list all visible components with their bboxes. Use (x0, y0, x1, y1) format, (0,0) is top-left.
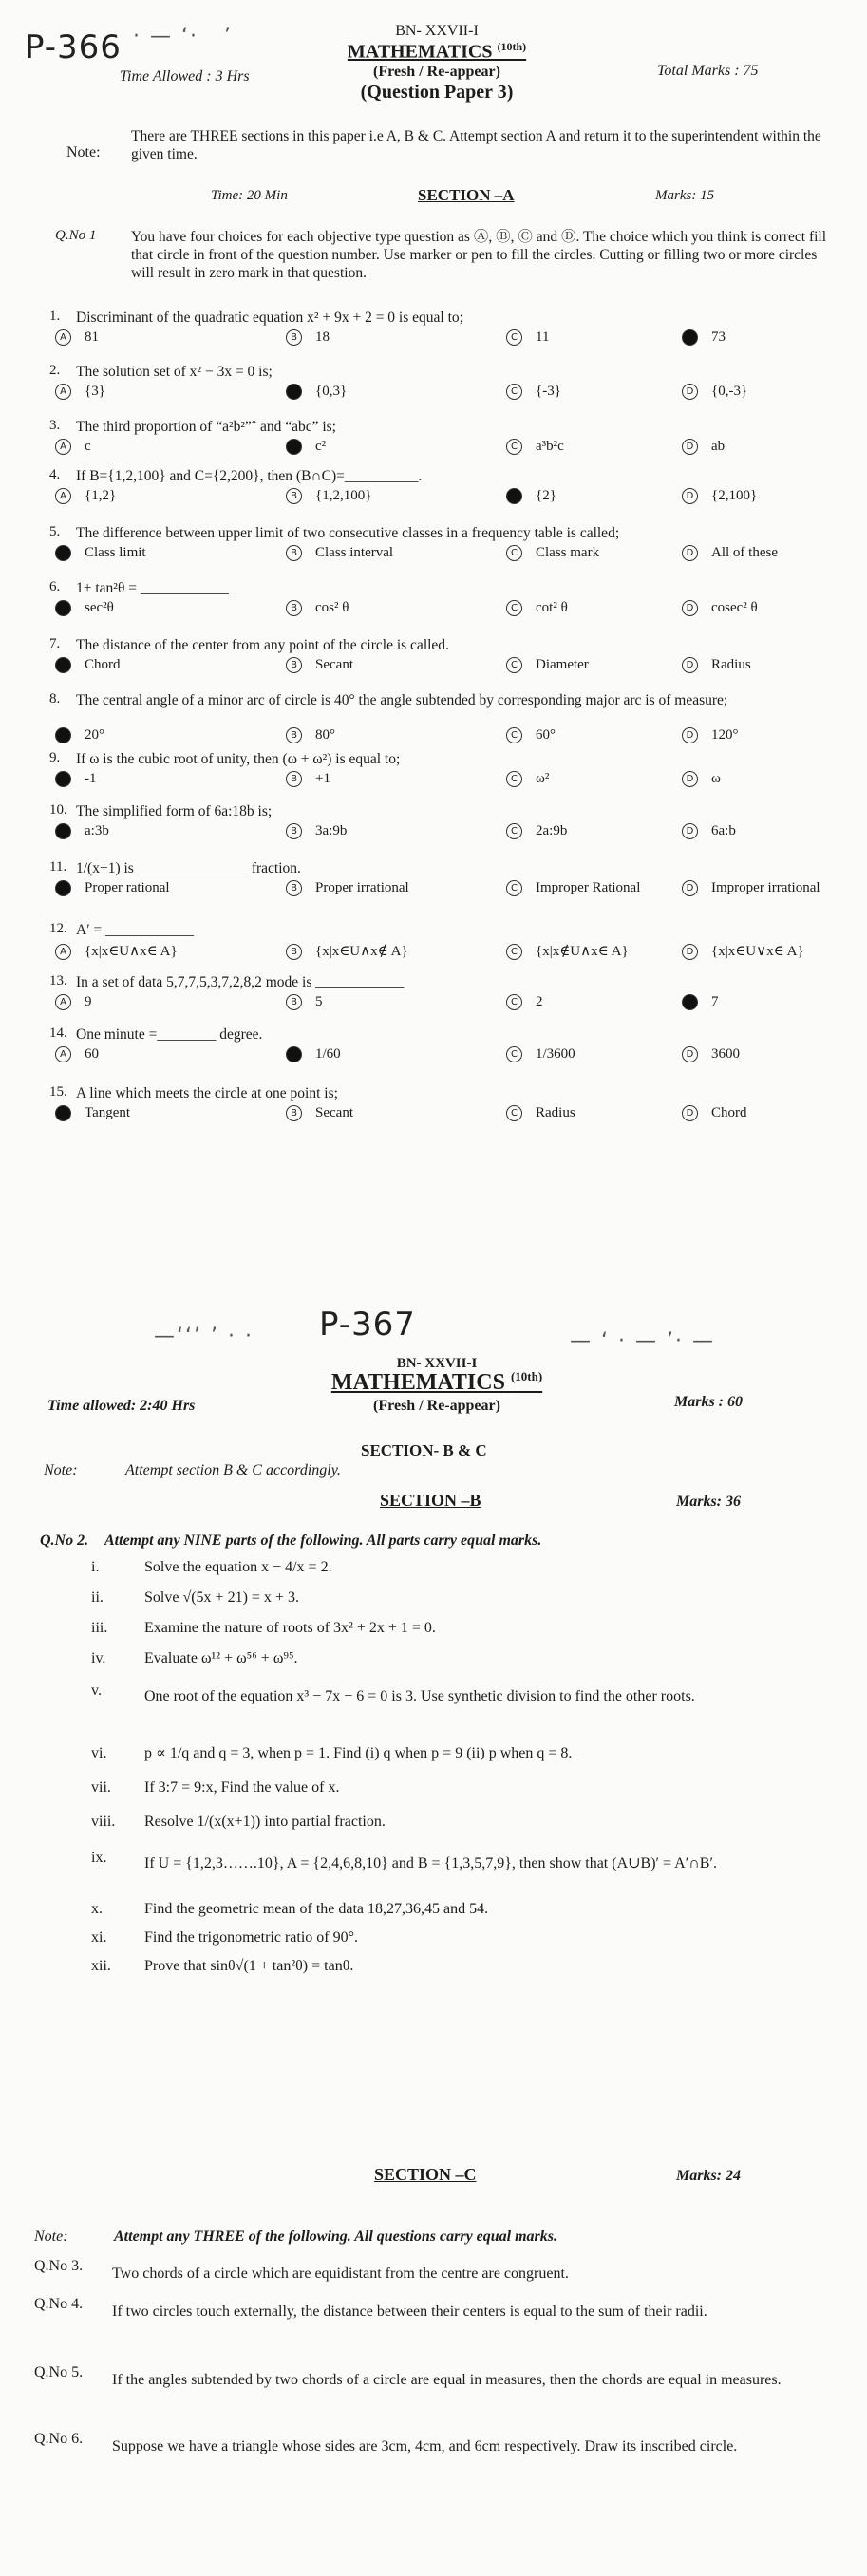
mcq-text: The third proportion of “a²b²”ˆ and “abc” is; (76, 419, 336, 435)
answer-bubble-icon[interactable]: C (506, 823, 522, 839)
mcq-option-text: 60° (536, 727, 556, 743)
mcq-option-text: Secant (315, 657, 353, 672)
section-a-marks: Marks: 15 (655, 188, 715, 203)
answer-bubble-icon[interactable]: A (55, 994, 71, 1010)
mcq-option-text: 60 (85, 1046, 99, 1062)
part-text: Examine the nature of roots of 3x² + 2x + 1 = 0. (144, 1620, 436, 1636)
paper2-time: Time allowed: 2:40 Hrs (47, 1398, 196, 1414)
paper2-marks: Marks : 60 (674, 1394, 744, 1410)
mcq-option-text: 73 (711, 329, 726, 345)
mcq-option-text: Diameter (536, 657, 589, 672)
mcq-option-text: All of these (711, 545, 778, 560)
paper-subtitle: (Fresh / Re-appear) (373, 64, 500, 80)
mcq-option-text: cosec² θ (711, 600, 758, 615)
mcq-option-text: ω (711, 771, 721, 786)
mcq-option-text: -1 (85, 771, 97, 786)
handwritten-paper-code: P-366 (25, 28, 122, 66)
answer-bubble-icon[interactable]: D (682, 880, 698, 896)
section-c-note-text: Attempt any THREE of the following. All questions carry equal marks. (114, 2228, 558, 2245)
paper2-title-text: MATHEMATICS (330, 1370, 505, 1395)
answer-bubble-icon[interactable]: A (55, 439, 71, 455)
mcq-option-text: 7 (711, 994, 719, 1009)
mcq-option-text: 3600 (711, 1046, 740, 1062)
answer-bubble-icon[interactable]: B (286, 329, 302, 346)
mcq-text: The difference between upper limit of two consecutive classes in a frequency table is called; (76, 525, 620, 541)
part-number: vi. (91, 1745, 107, 1761)
mcq-option-text: {-3} (536, 384, 561, 399)
answer-bubble-icon[interactable]: B (286, 545, 302, 561)
section-c-note-label: Note: (34, 2228, 68, 2245)
filled-bubble-icon[interactable]: D (682, 994, 698, 1010)
mcq-option-text: c² (315, 439, 327, 454)
mcq-number: 1. (49, 309, 61, 324)
answer-bubble-icon[interactable]: C (506, 384, 522, 400)
mcq-option-text: 18 (315, 329, 330, 345)
mcq-text: The solution set of x² − 3x = 0 is; (76, 364, 273, 380)
mcq-option-text: c (85, 439, 91, 454)
part-text: p ∝ 1/q and q = 3, when p = 1. Find (i) q when p = 9 (ii) p when q = 8. (144, 1745, 573, 1761)
filled-bubble-icon[interactable]: B (286, 384, 302, 400)
mcq-option-text: {3} (85, 384, 105, 399)
time-allowed: Time Allowed : 3 Hrs (120, 68, 250, 85)
q1-instructions: You have four choices for each objective type question as Ⓐ, Ⓑ, Ⓒ and Ⓓ. The choice which you think is correct fill that circle in front of the question number. Use marker or pen to fill the circles. Cutting or filling two or more circles will result in zero mark in that question. (131, 229, 827, 281)
mcq-option-text: {2,100} (711, 488, 758, 503)
mcq-option-text: 1/60 (315, 1046, 341, 1062)
answer-bubble-icon[interactable]: D (682, 439, 698, 455)
mcq-number: 7. (49, 636, 61, 651)
mcq-number: 5. (49, 524, 61, 539)
section-c-heading: SECTION –C (374, 2165, 477, 2184)
long-question-number: Q.No 3. (34, 2258, 84, 2274)
part-text: If 3:7 = 9:x, Find the value of x. (144, 1779, 340, 1796)
filled-bubble-icon[interactable]: A (55, 771, 71, 787)
part-number: v. (91, 1683, 102, 1699)
part-text: If U = {1,2,3…….10}, A = {2,4,6,8,10} and B = {1,3,5,7,9}, then show that (A∪B)′ = A′∩B′. (144, 1855, 717, 1871)
part-number: ix. (91, 1850, 107, 1866)
answer-bubble-icon[interactable]: D (682, 488, 698, 504)
answer-bubble-icon[interactable]: A (55, 488, 71, 504)
answer-bubble-icon[interactable]: D (682, 944, 698, 960)
mcq-option-text: Radius (711, 657, 751, 672)
mcq-option-text: 3a:9b (315, 823, 348, 838)
q2-label: Q.No 2. (40, 1532, 89, 1549)
paper2-note-text: Attempt section B & C accordingly. (125, 1462, 341, 1478)
mcq-number: 4. (49, 467, 61, 482)
mcq-option-text: {0,3} (315, 384, 348, 399)
part-number: viii. (91, 1814, 116, 1830)
mcq-option-text: Class limit (85, 545, 146, 560)
answer-bubble-icon[interactable]: A (55, 944, 71, 960)
answer-bubble-icon[interactable]: B (286, 880, 302, 896)
note-label: Note: (66, 144, 101, 160)
answer-bubble-icon[interactable]: C (506, 944, 522, 960)
mcq-option-text: 5 (315, 994, 323, 1009)
mcq-option-text: {x|x∈U∧x∉ A} (315, 944, 408, 959)
mcq-text: If B={1,2,100} and C={2,200}, then (B∩C)=__________. (76, 468, 423, 484)
header-scribble: · — ‘· ’ (133, 25, 233, 48)
answer-bubble-icon[interactable]: B (286, 823, 302, 839)
mcq-option-text: {x|x∉U∧x∈ A} (536, 944, 629, 959)
mcq-option-text: Improper irrational (711, 880, 820, 895)
part-number: ii. (91, 1589, 104, 1606)
part-text: Find the geometric mean of the data 18,27,36,45 and 54. (144, 1901, 489, 1917)
long-question-text: Suppose we have a triangle whose sides are 3cm, 4cm, and 6cm respectively. Draw its inscribed circle. (112, 2438, 738, 2454)
mcq-option-text: {x|x∈U∧x∈ A} (85, 944, 178, 959)
mcq-number: 6. (49, 579, 61, 594)
answer-bubble-icon[interactable]: C (506, 657, 522, 673)
answer-bubble-icon[interactable]: B (286, 657, 302, 673)
answer-bubble-icon[interactable]: D (682, 1105, 698, 1121)
paper2-note-label: Note: (44, 1462, 78, 1478)
part-number: iv. (91, 1650, 106, 1666)
mcq-option-text: Class interval (315, 545, 394, 560)
answer-bubble-icon[interactable]: D (682, 727, 698, 743)
part-number: vii. (91, 1779, 111, 1796)
long-question-text: Two chords of a circle which are equidistant from the centre are congruent. (112, 2266, 569, 2282)
mcq-option-text: +1 (315, 771, 330, 786)
question-paper-label: (Question Paper 3) (360, 82, 514, 103)
part-number: x. (91, 1901, 103, 1917)
answer-bubble-icon[interactable]: D (682, 771, 698, 787)
handwritten-paper-code-2: P-367 (319, 1306, 416, 1344)
mcq-option-text: 120° (711, 727, 739, 743)
mcq-option-text: ab (711, 439, 726, 454)
mcq-option-text: a:3b (85, 823, 109, 838)
answer-bubble-icon[interactable]: D (682, 384, 698, 400)
mcq-option-text: Tangent (85, 1105, 131, 1120)
answer-bubble-icon[interactable]: D (682, 600, 698, 616)
mcq-option-text: 1/3600 (536, 1046, 575, 1062)
mcq-option-text: ω² (536, 771, 550, 786)
handwritten-scribble-left: —‘‘’ ’ · · (154, 1325, 254, 1348)
part-text: Solve √(5x + 21) = x + 3. (144, 1589, 299, 1606)
answer-bubble-icon[interactable]: C (506, 880, 522, 896)
long-question-text: If two circles touch externally, the distance between their centers is equal to the sum of their radii. (112, 2303, 707, 2320)
filled-bubble-icon[interactable]: A (55, 657, 71, 673)
mcq-option-text: sec²θ (85, 600, 114, 615)
note-text: There are THREE sections in this paper i.e A, B & C. Attempt section A and return it to the superintendent within the given time. (131, 128, 821, 162)
mcq-option-text: {1,2} (85, 488, 117, 503)
mcq-option-text: 80° (315, 727, 335, 743)
mcq-option-text: 81 (85, 329, 99, 345)
answer-bubble-icon[interactable]: D (682, 657, 698, 673)
mcq-option-text: 20° (85, 727, 104, 743)
filled-bubble-icon[interactable]: A (55, 545, 71, 561)
part-text: Evaluate ω¹² + ω⁵⁶ + ω⁹⁵. (144, 1650, 298, 1666)
filled-bubble-icon[interactable]: B (286, 439, 302, 455)
answer-bubble-icon[interactable]: D (682, 545, 698, 561)
section-a-heading: SECTION –A (418, 186, 515, 204)
mcq-number: 10. (49, 802, 67, 818)
answer-bubble-icon[interactable]: C (506, 727, 522, 743)
answer-bubble-icon[interactable]: B (286, 994, 302, 1010)
answer-bubble-icon[interactable]: A (55, 384, 71, 400)
mcq-option-text: Chord (711, 1105, 747, 1120)
mcq-option-text: 9 (85, 994, 92, 1009)
part-number: xii. (91, 1958, 111, 1974)
mcq-option-text: 2a:9b (536, 823, 568, 838)
part-text: Find the trigonometric ratio of 90°. (144, 1929, 359, 1946)
long-question-number: Q.No 4. (34, 2296, 84, 2312)
mcq-text: A line which meets the circle at one point is; (76, 1085, 338, 1101)
mcq-option-text: Improper Rational (536, 880, 641, 895)
filled-bubble-icon[interactable]: A (55, 1105, 71, 1121)
mcq-option-text: Class mark (536, 545, 600, 560)
mcq-option-text: cos² θ (315, 600, 349, 615)
mcq-number: 11. (49, 859, 67, 874)
section-b-heading: SECTION –B (380, 1491, 481, 1510)
filled-bubble-icon[interactable]: A (55, 600, 71, 616)
paper-code: BN- XXVII-I (395, 23, 479, 39)
paper-title-text: MATHEMATICS (347, 41, 493, 63)
answer-bubble-icon[interactable]: B (286, 1105, 302, 1121)
answer-bubble-icon[interactable]: B (286, 488, 302, 504)
part-number: i. (91, 1559, 100, 1575)
filled-bubble-icon[interactable]: C (506, 488, 522, 504)
mcq-option-text: Chord (85, 657, 121, 672)
mcq-option-text: Radius (536, 1105, 575, 1120)
total-marks: Total Marks : 75 (657, 63, 759, 79)
answer-bubble-icon[interactable]: C (506, 329, 522, 346)
answer-bubble-icon[interactable]: B (286, 944, 302, 960)
filled-bubble-icon[interactable]: A (55, 823, 71, 839)
mcq-number: 9. (49, 750, 61, 765)
filled-bubble-icon[interactable]: A (55, 727, 71, 743)
mcq-text: The distance of the center from any point of the circle is called. (76, 637, 449, 653)
mcq-text: In a set of data 5,7,7,5,3,7,2,8,2 mode is ____________ (76, 974, 405, 990)
long-question-number: Q.No 5. (34, 2364, 84, 2380)
filled-bubble-icon[interactable]: A (55, 880, 71, 896)
section-c-marks: Marks: 24 (676, 2168, 742, 2184)
paper-grade: (10th) (497, 40, 527, 53)
part-number: iii. (91, 1620, 108, 1636)
mcq-text: A′ = ____________ (76, 922, 195, 938)
answer-bubble-icon[interactable]: C (506, 439, 522, 455)
mcq-number: 8. (49, 691, 61, 706)
answer-bubble-icon[interactable]: A (55, 329, 71, 346)
answer-bubble-icon[interactable]: C (506, 1105, 522, 1121)
handwritten-scribble-right: — ‘ · — ’· — (570, 1329, 715, 1353)
answer-bubble-icon[interactable]: A (55, 1046, 71, 1062)
mcq-option-text: {2} (536, 488, 556, 503)
answer-bubble-icon[interactable]: B (286, 727, 302, 743)
section-b-marks: Marks: 36 (676, 1494, 742, 1510)
mcq-text: One minute =________ degree. (76, 1026, 263, 1043)
section-bc-heading: SECTION- B & C (361, 1441, 487, 1459)
mcq-number: 14. (49, 1025, 67, 1041)
paper2-grade: (10th) (510, 1369, 543, 1383)
mcq-option-text: cot² θ (536, 600, 568, 615)
mcq-option-text: Secant (315, 1105, 353, 1120)
answer-bubble-icon[interactable]: C (506, 771, 522, 787)
section-a-time: Time: 20 Min (211, 188, 288, 203)
q2-instructions: Attempt any NINE parts of the following. All parts carry equal marks. (104, 1532, 542, 1549)
mcq-number: 3. (49, 418, 61, 433)
answer-bubble-icon[interactable]: C (506, 1046, 522, 1062)
answer-bubble-icon[interactable]: D (682, 1046, 698, 1062)
answer-bubble-icon[interactable]: B (286, 771, 302, 787)
mcq-text: The central angle of a minor arc of circle is 40° the angle subtended by corresponding major arc is of measure; (76, 692, 728, 708)
filled-bubble-icon[interactable]: B (286, 1046, 302, 1062)
mcq-number: 2. (49, 363, 61, 378)
part-text: Resolve 1/(x(x+1)) into partial fraction. (144, 1814, 386, 1830)
long-question-text: If the angles subtended by two chords of a circle are equal in measures, then the chords are equal in measures. (112, 2372, 782, 2388)
long-question-number: Q.No 6. (34, 2431, 84, 2447)
part-number: xi. (91, 1929, 107, 1946)
mcq-option-text: 11 (536, 329, 550, 345)
mcq-number: 12. (49, 921, 67, 936)
mcq-option-text: 6a:b (711, 823, 736, 838)
mcq-option-text: 2 (536, 994, 543, 1009)
mcq-text: 1/(x+1) is _______________ fraction. (76, 860, 301, 876)
filled-bubble-icon[interactable]: D (682, 329, 698, 346)
answer-bubble-icon[interactable]: C (506, 994, 522, 1010)
mcq-number: 15. (49, 1084, 67, 1100)
paper2-subtitle: (Fresh / Re-appear) (373, 1398, 500, 1414)
mcq-option-text: Proper rational (85, 880, 170, 895)
part-text: Solve the equation x − 4/x = 2. (144, 1559, 332, 1575)
answer-bubble-icon[interactable]: B (286, 600, 302, 616)
part-text: One root of the equation x³ − 7x − 6 = 0 is 3. Use synthetic division to find the other roots. (144, 1688, 695, 1704)
q1-label: Q.No 1 (55, 228, 97, 243)
part-text: Prove that sinθ√(1 + tan²θ) = tanθ. (144, 1958, 354, 1974)
mcq-option-text: {0,-3} (711, 384, 748, 399)
mcq-text: 1+ tan²θ = ____________ (76, 580, 229, 596)
answer-bubble-icon[interactable]: C (506, 545, 522, 561)
mcq-option-text: {x|x∈U∨x∈ A} (711, 944, 804, 959)
mcq-option-text: a³b²c (536, 439, 564, 454)
mcq-text: The simplified form of 6a:18b is; (76, 803, 273, 819)
mcq-option-text: Proper irrational (315, 880, 409, 895)
answer-bubble-icon[interactable]: C (506, 600, 522, 616)
paper2-code: BN- XXVII-I (396, 1356, 478, 1371)
mcq-option-text: {1,2,100} (315, 488, 372, 503)
mcq-text: If ω is the cubic root of unity, then (ω + ω²) is equal to; (76, 751, 401, 767)
answer-bubble-icon[interactable]: D (682, 823, 698, 839)
mcq-number: 13. (49, 973, 67, 988)
mcq-text: Discriminant of the quadratic equation x² + 9x + 2 = 0 is equal to; (76, 310, 463, 326)
